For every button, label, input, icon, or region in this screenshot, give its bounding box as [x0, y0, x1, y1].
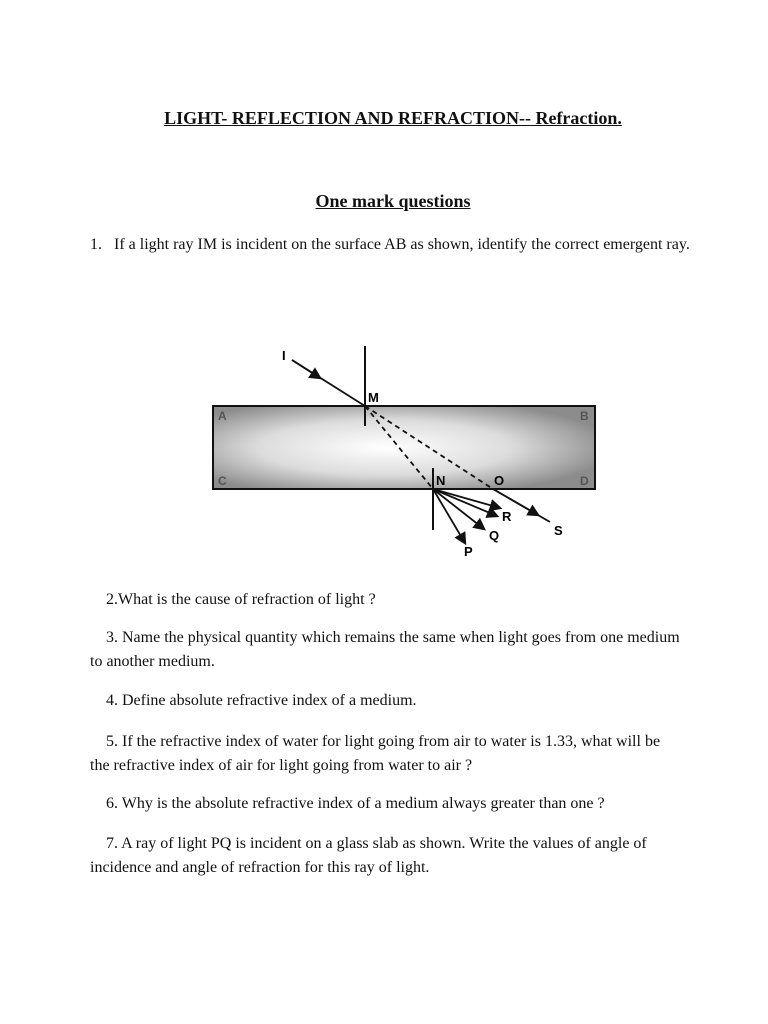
label-m: M: [368, 390, 379, 405]
label-s: S: [554, 523, 563, 538]
question-3: 3. Name the physical quantity which remains the same when light goes from one medium to another medium.: [90, 629, 680, 670]
label-o: O: [494, 473, 505, 488]
question-1-text: If a light ray IM is incident on the surface AB as shown, identify the correct emergent ray.: [114, 236, 690, 253]
label-d: D: [580, 474, 589, 488]
glass-slab: [213, 406, 595, 489]
label-b: B: [580, 409, 589, 423]
question-6: 6. Why is the absolute refractive index of a medium always greater than one ?: [106, 795, 605, 812]
label-a: A: [218, 409, 227, 423]
question-7: 7. A ray of light PQ is incident on a glass slab as shown. Write the values of angle of incidence and angle of refraction for this ray of light.: [90, 835, 647, 876]
question-5: 5. If the refractive index of water for light going from air to water is 1.33, what will be the refractive index of air for light going from water to air ?: [90, 733, 661, 774]
question-1-number: 1.: [90, 236, 102, 253]
page-title: [0, 108, 768, 129]
label-q: Q: [489, 528, 500, 543]
label-i: I: [282, 348, 286, 363]
ray-r-lower: [433, 489, 497, 516]
label-c: C: [218, 474, 227, 488]
title-main: LIGHT- REFLECTION AND REFRACTION--: [164, 108, 531, 128]
title-sub: Refraction.: [530, 108, 622, 128]
section-heading: One mark questions: [315, 191, 471, 211]
label-p: P: [464, 544, 473, 559]
refraction-diagram: [200, 338, 620, 570]
question-4: 4. Define absolute refractive index of a medium.: [106, 692, 417, 709]
incident-ray-arrow: [292, 360, 320, 378]
question-1: [90, 232, 690, 258]
label-n: N: [436, 473, 446, 488]
question-2: 2.What is the cause of refraction of light ?: [106, 591, 376, 608]
ray-q: [433, 489, 484, 529]
label-r: R: [502, 509, 512, 524]
ray-s-arrow: [493, 489, 538, 515]
